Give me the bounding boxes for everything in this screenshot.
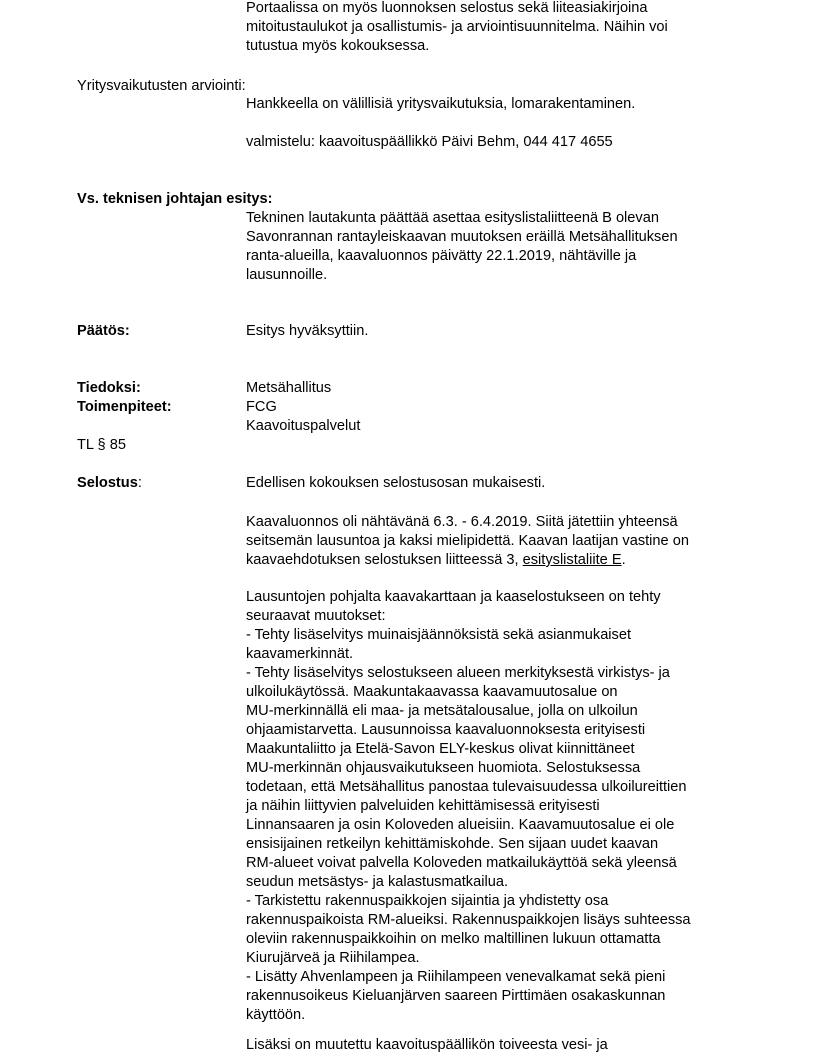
recipient: FCG bbox=[246, 399, 277, 415]
text-line bbox=[246, 551, 766, 570]
notification-label-2: Toimenpiteet: bbox=[77, 399, 172, 415]
text-line: Lausuntojen pohjalta kaavakarttaan ja kaaselostukseen on tehty bbox=[246, 589, 661, 605]
explanation-p1: Edellisen kokouksen selostusosan mukaisesti. bbox=[246, 475, 546, 491]
section-reference: TL § 85 bbox=[77, 437, 126, 453]
text-line: - Tarkistettu rakennuspaikkojen sijaintia ja yhdistetty osa bbox=[246, 893, 609, 909]
recipient: Kaavoituspalvelut bbox=[246, 418, 361, 434]
text-line: RM-alueet voivat palvella Koloveden matkailukäyttöä sekä yleensä bbox=[246, 855, 677, 871]
text-line: - Tehty lisäselvitys selostukseen alueen merkityksestä virkistys- ja bbox=[246, 665, 670, 681]
business-impact-text: Hankkeella on välillisiä yritysvaikutuksia, lomarakentaminen. bbox=[246, 96, 636, 112]
text-line: Tekninen lautakunta päättää asettaa esityslistaliitteenä B olevan bbox=[246, 210, 659, 226]
text-line: ja näihin liittyvien palveluiden kehittämisessä erityisesti bbox=[246, 798, 600, 814]
text-line: lausunnoille. bbox=[246, 267, 328, 283]
text-line: MU-merkinnän ohjausvaikutukseen huomiota. Selostuksessa bbox=[246, 760, 641, 776]
text-line: rakennuspaikoista RM-alueiksi. Rakennuspaikkojen lisäys suhteessa bbox=[246, 912, 691, 928]
text-line: Portaalissa on myös luonnoksen selostus sekä liiteasiakirjoina bbox=[246, 0, 648, 16]
text-line: - Lisätty Ahvenlampeen ja Riihilampeen venevalkamat sekä pieni bbox=[246, 969, 666, 985]
text-line: oleviin rakennuspaikkoihin on melko maltillinen lukuun ottamatta bbox=[246, 931, 661, 947]
text-line: Savonrannan rantayleiskaavan muutoksen eräillä Metsähallituksen bbox=[246, 229, 678, 245]
proposal-heading: Vs. teknisen johtajan esitys: bbox=[77, 191, 273, 207]
proposal-text bbox=[246, 209, 766, 285]
text-line: Kiurujärveä ja Riihilampea. bbox=[246, 950, 420, 966]
explanation-p3 bbox=[246, 588, 766, 1025]
text-line: MU-merkinnällä eli maa- ja metsätalousalue, jolla on ulkoilun bbox=[246, 703, 638, 719]
text-line: seuraavat muutokset: bbox=[246, 608, 386, 624]
text-line: rakennusoikeus Kieluanjärven saareen Pirttimäen osakaskunnan bbox=[246, 988, 666, 1004]
text-fragment: . bbox=[621, 552, 626, 568]
text-line: ohjaamistarvetta. Lausunnoissa kaavaluonnoksesta erityisesti bbox=[246, 722, 646, 738]
text-line: todetaan, että Metsähallitus panostaa tulevaisuudessa ulkoilureittien bbox=[246, 779, 687, 795]
text-line: tutustua myös kokouksessa. bbox=[246, 38, 430, 54]
explanation-p4 bbox=[246, 1036, 766, 1055]
text-line: seudun metsästys- ja kalastusmatkailua. bbox=[246, 874, 508, 890]
text-line: - Tehty lisäselvitys muinaisjäännöksistä sekä asianmukaiset bbox=[246, 627, 632, 643]
business-impact-label: Yritysvaikutusten arviointi: bbox=[77, 78, 246, 94]
explanation-p2 bbox=[246, 513, 766, 570]
recipient-list bbox=[246, 379, 766, 436]
text-line: Maakuntaliitto ja Etelä-Savon ELY-keskus olivat kiinnittäneet bbox=[246, 741, 635, 757]
text-line: mitoitustaulukot ja osallistumis- ja arviointisuunnitelma. Näihin voi bbox=[246, 19, 668, 35]
intro-paragraph bbox=[246, 0, 766, 56]
explanation-label-text: Selostus bbox=[77, 475, 138, 491]
text-line: seitsemän lausuntoa ja kaksi mielipidettä. Kaavan laatijan vastine on bbox=[246, 533, 689, 549]
attachment-link[interactable]: esityslistaliite E bbox=[522, 552, 622, 568]
text-line: ensisijainen retkeilyn kehittämiskohde. Sen sijaan uudet kaavan bbox=[246, 836, 659, 852]
text-line: ulkoilukäytössä. Maakuntakaavassa kaavamuutosalue on bbox=[246, 684, 618, 700]
text-line: käyttöön. bbox=[246, 1007, 306, 1023]
text-line: Lisäksi on muutettu kaavoituspäällikön toiveesta vesi- ja bbox=[246, 1037, 608, 1053]
preparer-contact: valmistelu: kaavoituspäällikkö Päivi Behm, 044 417 4655 bbox=[246, 134, 613, 150]
text-fragment: kaavaehdotuksen selostuksen liitteessä 3, bbox=[246, 552, 523, 568]
text-line: Linnansaaren ja osin Koloveden alueisiin. Kaavamuutosalue ei ole bbox=[246, 817, 675, 833]
text-line: ranta-alueilla, kaavaluonnos päivätty 22.1.2019, nähtäville ja bbox=[246, 248, 637, 264]
explanation-label-colon: : bbox=[137, 475, 142, 491]
notification-label bbox=[77, 379, 172, 417]
notification-label-1: Tiedoksi: bbox=[77, 380, 141, 396]
decision-label: Päätös: bbox=[77, 323, 130, 339]
explanation-label bbox=[77, 474, 142, 493]
text-line: kaavamerkinnät. bbox=[246, 646, 354, 662]
decision-text: Esitys hyväksyttiin. bbox=[246, 323, 369, 339]
recipient: Metsähallitus bbox=[246, 380, 332, 396]
text-line: Kaavaluonnos oli nähtävänä 6.3. - 6.4.2019. Siitä jätettiin yhteensä bbox=[246, 514, 678, 530]
